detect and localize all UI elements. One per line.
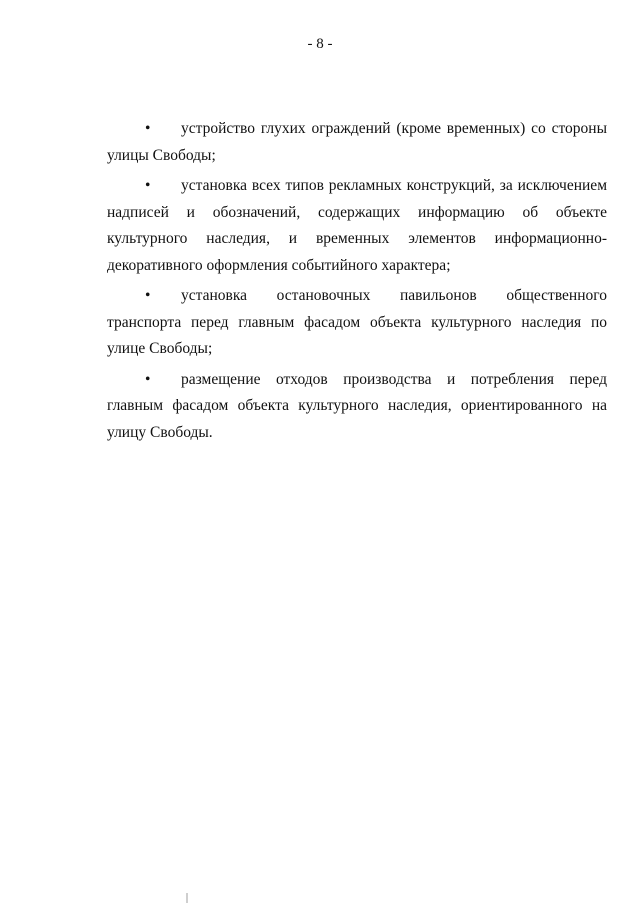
list-item-text: установка всех типов рекламных конструкций, за исключением надписей и обозначений, содержащих информацию об объекте культурного наследия, и временных элементов информационно-декоративного оформления событийного характера; <box>107 177 607 274</box>
bullet-icon: • <box>145 120 151 137</box>
list-item <box>107 367 607 447</box>
page-number: - 8 - <box>307 36 333 52</box>
scan-edge-mark <box>186 893 188 903</box>
list-item <box>107 173 607 279</box>
restrictions-list <box>107 116 607 450</box>
bullet-icon: • <box>145 370 151 388</box>
list-item-text: установка остановочных павильонов общественного транспорта перед главным фасадом объекта культурного наследия по улице Свободы; <box>107 287 607 357</box>
list-item <box>107 283 607 363</box>
list-item-text: устройство глухих ограждений (кроме временных) со стороны улицы Свободы; <box>107 120 607 164</box>
list-item-text: размещение отходов производства и потребления перед главным фасадом объекта культурного наследия, ориентированного на улицу Свободы. <box>107 370 607 441</box>
list-item <box>107 116 607 169</box>
bullet-icon: • <box>145 177 151 194</box>
bullet-icon: • <box>145 287 151 304</box>
